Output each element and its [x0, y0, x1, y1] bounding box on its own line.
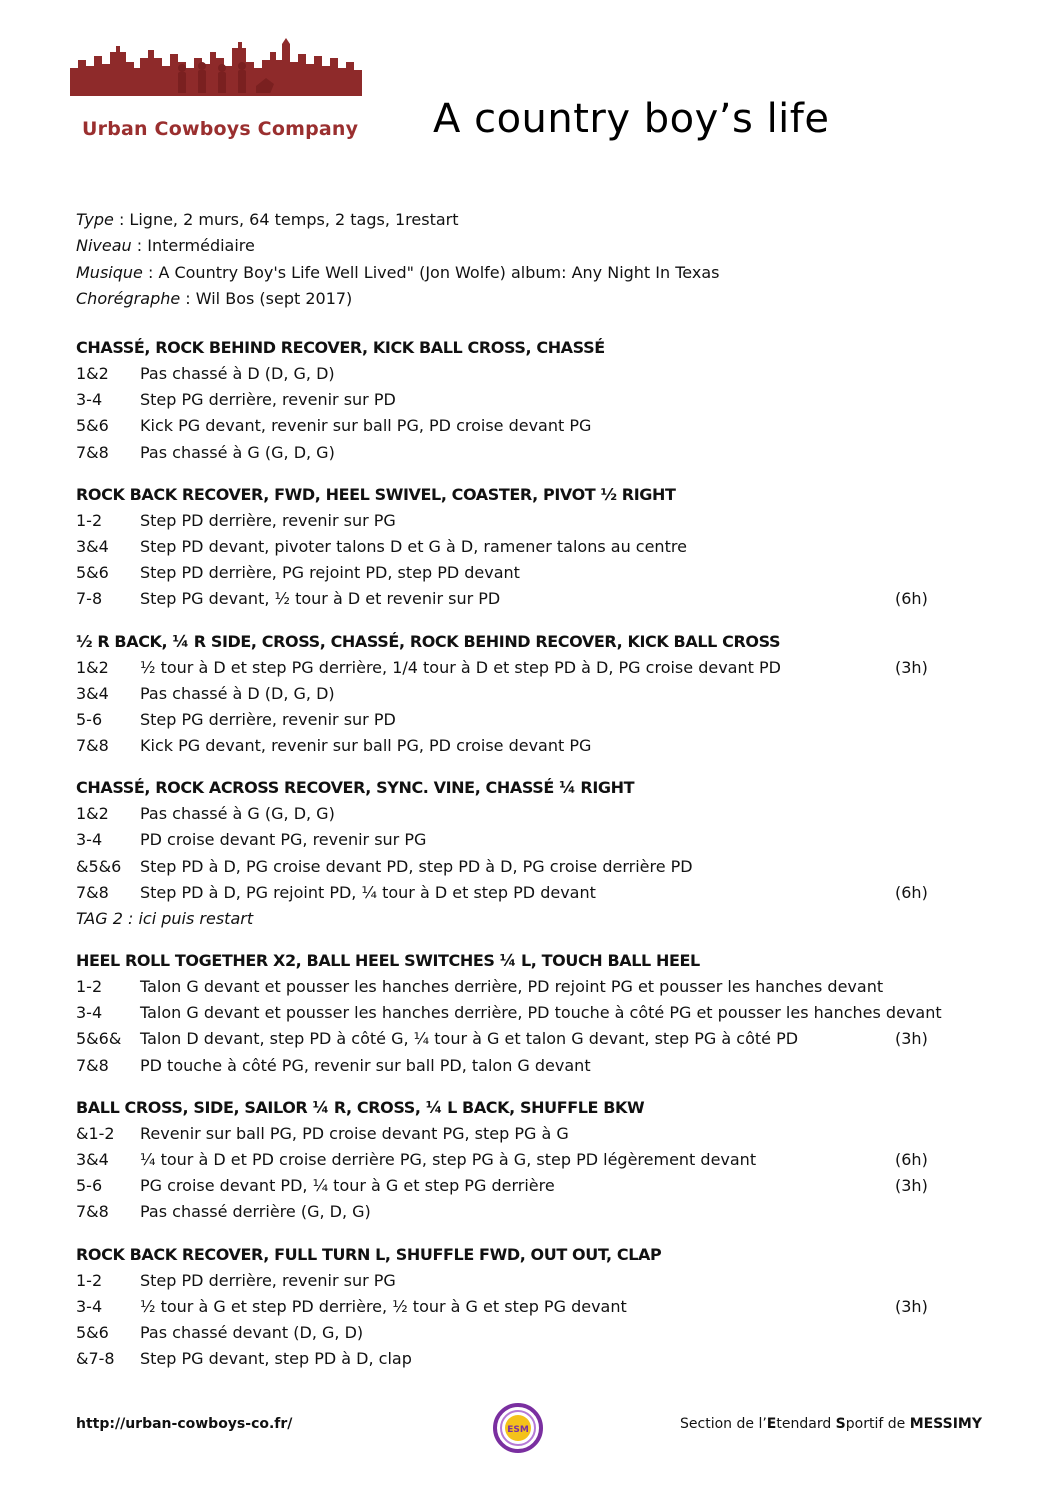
step-row [76, 1147, 1006, 1173]
step-section [76, 629, 1006, 760]
step-count: 5&6& [76, 1029, 122, 1049]
step-row [76, 1294, 1006, 1320]
step-description: Step PD devant, pivoter talons D et G à D, ramener talons au centre [140, 536, 687, 556]
step-count: 5&6 [76, 1322, 109, 1342]
step-count: 5-6 [76, 1176, 103, 1196]
step-count: 1&2 [76, 657, 109, 677]
step-count: 3-4 [76, 390, 103, 410]
step-count: 3-4 [76, 1296, 103, 1316]
step-row [76, 681, 1006, 707]
step-row [76, 1199, 1006, 1225]
step-row [76, 1173, 1006, 1199]
step-count: 5-6 [76, 709, 103, 729]
step-row [76, 974, 1006, 1000]
meta-type: Type : Ligne, 2 murs, 64 temps, 2 tags, 1restart [76, 210, 459, 229]
step-count: 3-4 [76, 830, 103, 850]
step-section [76, 775, 1006, 932]
club-section-name: Section de l’Etendard Sportif de MESSIMY [680, 1416, 982, 1432]
skyline-silhouette-icon [70, 38, 365, 113]
step-description: ½ tour à G et step PD derrière, ½ tour à G et step PG devant [140, 1296, 627, 1316]
step-description: Pas chassé derrière (G, D, G) [140, 1202, 371, 1222]
step-count: 7&8 [76, 1202, 109, 1222]
step-description: ½ tour à D et step PG derrière, 1/4 tour à D et step PD à D, PG croise devant PD [140, 657, 781, 677]
step-count: 3-4 [76, 1003, 103, 1023]
wall-direction: (3h) [895, 1176, 928, 1196]
step-row [76, 413, 1006, 439]
step-description: Pas chassé devant (D, G, D) [140, 1322, 364, 1342]
step-count: 3&4 [76, 683, 109, 703]
step-row [76, 1320, 1006, 1346]
step-row [76, 361, 1006, 387]
step-description: Step PG derrière, revenir sur PD [140, 390, 396, 410]
step-row [76, 655, 1006, 681]
step-row [76, 560, 1006, 586]
tag-note: TAG 2 : ici puis restart [76, 909, 254, 928]
section-title: HEEL ROLL TOGETHER X2, BALL HEEL SWITCHES ¼ L, TOUCH BALL HEEL [76, 951, 700, 970]
step-count: 1&2 [76, 804, 109, 824]
step-row [76, 1346, 1006, 1372]
step-description: ¼ tour à D et PD croise derrière PG, step PG à G, step PD légèrement devant [140, 1149, 757, 1169]
step-description: Revenir sur ball PG, PD croise devant PG, step PG à G [140, 1123, 569, 1143]
step-count: &5&6 [76, 856, 122, 876]
wall-direction: (6h) [895, 1149, 928, 1169]
step-description: Talon G devant et pousser les hanches derrière, PD touche à côté PG et pousser les hanches devant [140, 1003, 942, 1023]
step-count: &7-8 [76, 1349, 115, 1369]
wall-direction: (3h) [895, 657, 928, 677]
step-row [76, 534, 1006, 560]
step-row [76, 1053, 1006, 1079]
wall-direction: (3h) [895, 1296, 928, 1316]
step-description: Step PG devant, step PD à D, clap [140, 1349, 412, 1369]
step-description: PD touche à côté PG, revenir sur ball PD, talon G devant [140, 1055, 591, 1075]
wall-direction: (6h) [895, 882, 928, 902]
step-count: 1&2 [76, 364, 109, 383]
step-count: 7-8 [76, 589, 103, 609]
site-url: http://urban-cowboys-co.fr/ [76, 1416, 293, 1432]
step-description: Pas chassé à G (G, D, G) [140, 442, 335, 462]
section-title: CHASSÉ, ROCK BEHIND RECOVER, KICK BALL CROSS, CHASSÉ [76, 338, 605, 357]
step-description: Step PG devant, ½ tour à D et revenir sur PD [140, 589, 501, 609]
section-title: ½ R BACK, ¼ R SIDE, CROSS, CHASSÉ, ROCK BEHIND RECOVER, KICK BALL CROSS [76, 631, 781, 651]
step-row [76, 508, 1006, 534]
step-count: 1-2 [76, 1270, 103, 1290]
step-section [76, 1095, 1006, 1226]
step-description: Step PD à D, PG croise devant PD, step PD à D, PG croise derrière PD [140, 856, 693, 876]
step-section [76, 482, 1006, 613]
step-row [76, 1268, 1006, 1294]
step-section [76, 335, 1006, 466]
step-count: &1-2 [76, 1123, 115, 1143]
step-count: 5&6 [76, 563, 109, 583]
step-row [76, 387, 1006, 413]
step-description: Step PG derrière, revenir sur PD [140, 709, 396, 729]
wall-direction: (3h) [895, 1029, 928, 1049]
section-title: ROCK BACK RECOVER, FULL TURN L, SHUFFLE FWD, OUT OUT, CLAP [76, 1244, 662, 1264]
section-title: CHASSÉ, ROCK ACROSS RECOVER, SYNC. VINE, CHASSÉ ¼ RIGHT [76, 778, 635, 798]
step-description: Pas chassé à D (D, G, D) [140, 364, 335, 383]
step-description: PD croise devant PG, revenir sur PG [140, 830, 427, 850]
urban-cowboys-logo [70, 38, 365, 148]
step-description: Kick PG devant, revenir sur ball PG, PD croise devant PG [140, 416, 592, 436]
step-count: 3&4 [76, 1149, 109, 1169]
step-row [76, 854, 1006, 880]
section-title: BALL CROSS, SIDE, SAILOR ¼ R, CROSS, ¼ L BACK, SHUFFLE BKW [76, 1097, 645, 1117]
brand-name: Urban Cowboys Company [82, 118, 359, 140]
step-row [76, 1026, 1006, 1052]
step-description: Kick PG devant, revenir sur ball PG, PD croise devant PG [140, 736, 592, 756]
step-count: 3&4 [76, 536, 109, 556]
step-count: 5&6 [76, 416, 109, 436]
step-row [76, 801, 1006, 827]
step-row [76, 1121, 1006, 1147]
step-count: 7&8 [76, 736, 109, 756]
step-count: 1-2 [76, 977, 103, 996]
step-row [76, 880, 1006, 906]
step-row [76, 440, 1006, 466]
step-description: Step PD derrière, PG rejoint PD, step PD devant [140, 563, 520, 583]
section-title: ROCK BACK RECOVER, FWD, HEEL SWIVEL, COASTER, PIVOT ½ RIGHT [76, 484, 676, 504]
meta-choreographer: Chorégraphe : Wil Bos (sept 2017) [76, 288, 353, 308]
step-description: Step PD à D, PG rejoint PD, ¼ tour à D et step PD devant [140, 882, 596, 902]
step-row [76, 707, 1006, 733]
step-description: Talon D devant, step PD à côté G, ¼ tour à G et talon G devant, step PG à côté PD [140, 1029, 799, 1049]
wall-direction: (6h) [895, 589, 928, 609]
step-count: 7&8 [76, 882, 109, 902]
step-description: Pas chassé à G (G, D, G) [140, 804, 335, 824]
step-count: 1-2 [76, 510, 103, 530]
esm-logo-icon [492, 1402, 544, 1454]
page-title: A country boy’s life [433, 96, 830, 142]
step-sections [76, 335, 1006, 1388]
step-row [76, 733, 1006, 759]
esm-logo-text: ESM [507, 1425, 529, 1435]
step-row [76, 586, 1006, 612]
step-section [76, 948, 1006, 1079]
meta-level: Niveau : Intermédiaire [76, 236, 255, 256]
step-description: Talon G devant et pousser les hanches derrière, PD rejoint PG et pousser les hanches devant [140, 977, 884, 996]
step-count: 7&8 [76, 1055, 109, 1075]
step-count: 7&8 [76, 442, 109, 462]
step-description: Pas chassé à D (D, G, D) [140, 683, 335, 703]
step-section [76, 1242, 1006, 1373]
footer [76, 1410, 982, 1450]
step-description: Step PD derrière, revenir sur PG [140, 1270, 396, 1290]
dance-meta [76, 207, 719, 312]
meta-music: Musique : A Country Boy's Life Well Lived" (Jon Wolfe) album: Any Night In Texas [76, 262, 720, 282]
step-row [76, 827, 1006, 853]
step-description: Step PD derrière, revenir sur PG [140, 510, 396, 530]
step-description: PG croise devant PD, ¼ tour à G et step PG derrière [140, 1176, 555, 1196]
step-row [76, 1000, 1006, 1026]
